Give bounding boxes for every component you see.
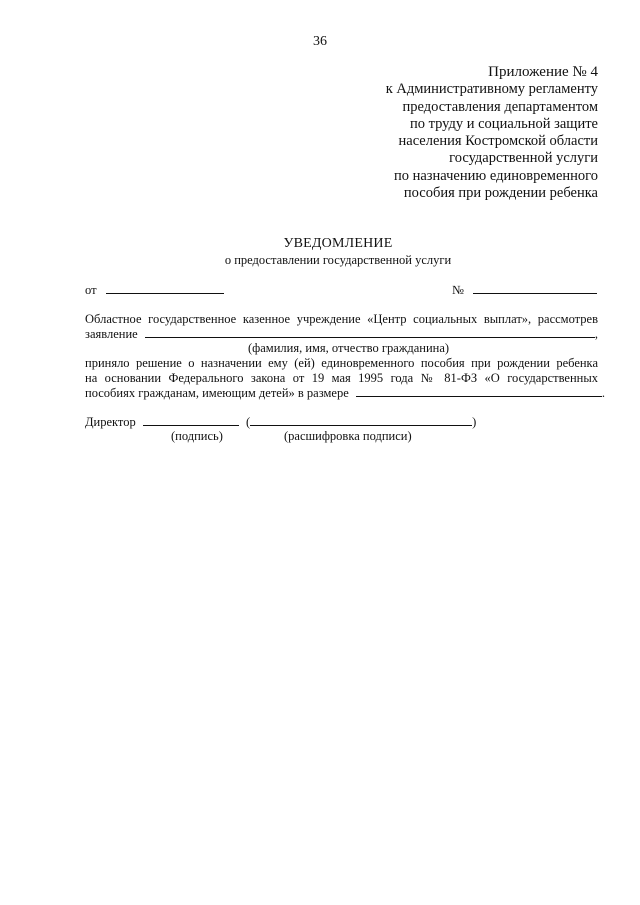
body-line-3: приняло решение о назначении ему (ей) единовременного пособия при рождении ребенка: [85, 356, 598, 370]
appendix-line: государственной услуги: [449, 150, 598, 167]
appendix-line: по труду и социальной защите: [409, 115, 598, 132]
notice-title: УВЕДОМЛЕНИЕ: [283, 236, 393, 251]
appendix-line: по назначению единовременного: [393, 167, 598, 184]
appendix-line: пособия при рождении ребенка: [403, 185, 598, 202]
director-line: [85, 415, 476, 430]
amount-label: пособиях гражданам, имеющим детей» в размере: [85, 386, 349, 400]
amount-blank[interactable]: [356, 386, 602, 397]
from-field: [85, 283, 224, 298]
number-field: [452, 283, 597, 298]
number-label: №: [452, 283, 464, 297]
citizen-name-blank[interactable]: [145, 327, 595, 338]
appendix-line: предоставления департаментом: [402, 98, 598, 115]
notice-subtitle: о предоставлении государственной услуги: [224, 253, 452, 267]
page-number: 36: [313, 34, 327, 49]
body-line-2: [85, 327, 598, 342]
appendix-line: населения Костромской области: [398, 133, 598, 150]
from-label: от: [85, 283, 97, 297]
caption-fio: (фамилия, имя, отчество гражданина): [248, 341, 450, 355]
open-paren: (: [245, 415, 251, 429]
caption-signature: (подпись): [171, 429, 223, 443]
appendix-block: [386, 64, 598, 202]
director-label: Директор: [85, 415, 136, 429]
body-line-4: на основании Федерального закона от 19 мая 1995 года № 81-ФЗ «О государственных: [85, 371, 598, 385]
body-line-5: [85, 386, 605, 401]
signature-decode-blank[interactable]: [250, 415, 472, 426]
number-blank[interactable]: [473, 283, 597, 294]
close-paren: ): [472, 415, 477, 429]
comma: ,: [594, 327, 598, 341]
appendix-line: к Административному регламенту: [385, 81, 598, 98]
body-line-1: Областное государственное казенное учреждение «Центр социальных выплат», рассмотрев: [85, 312, 598, 326]
appendix-line: Приложение № 4: [488, 64, 598, 80]
application-label: заявление: [85, 327, 138, 341]
caption-decode: (расшифровка подписи): [284, 429, 412, 443]
signature-blank[interactable]: [143, 415, 239, 426]
period: .: [601, 386, 606, 400]
date-blank[interactable]: [106, 283, 224, 294]
